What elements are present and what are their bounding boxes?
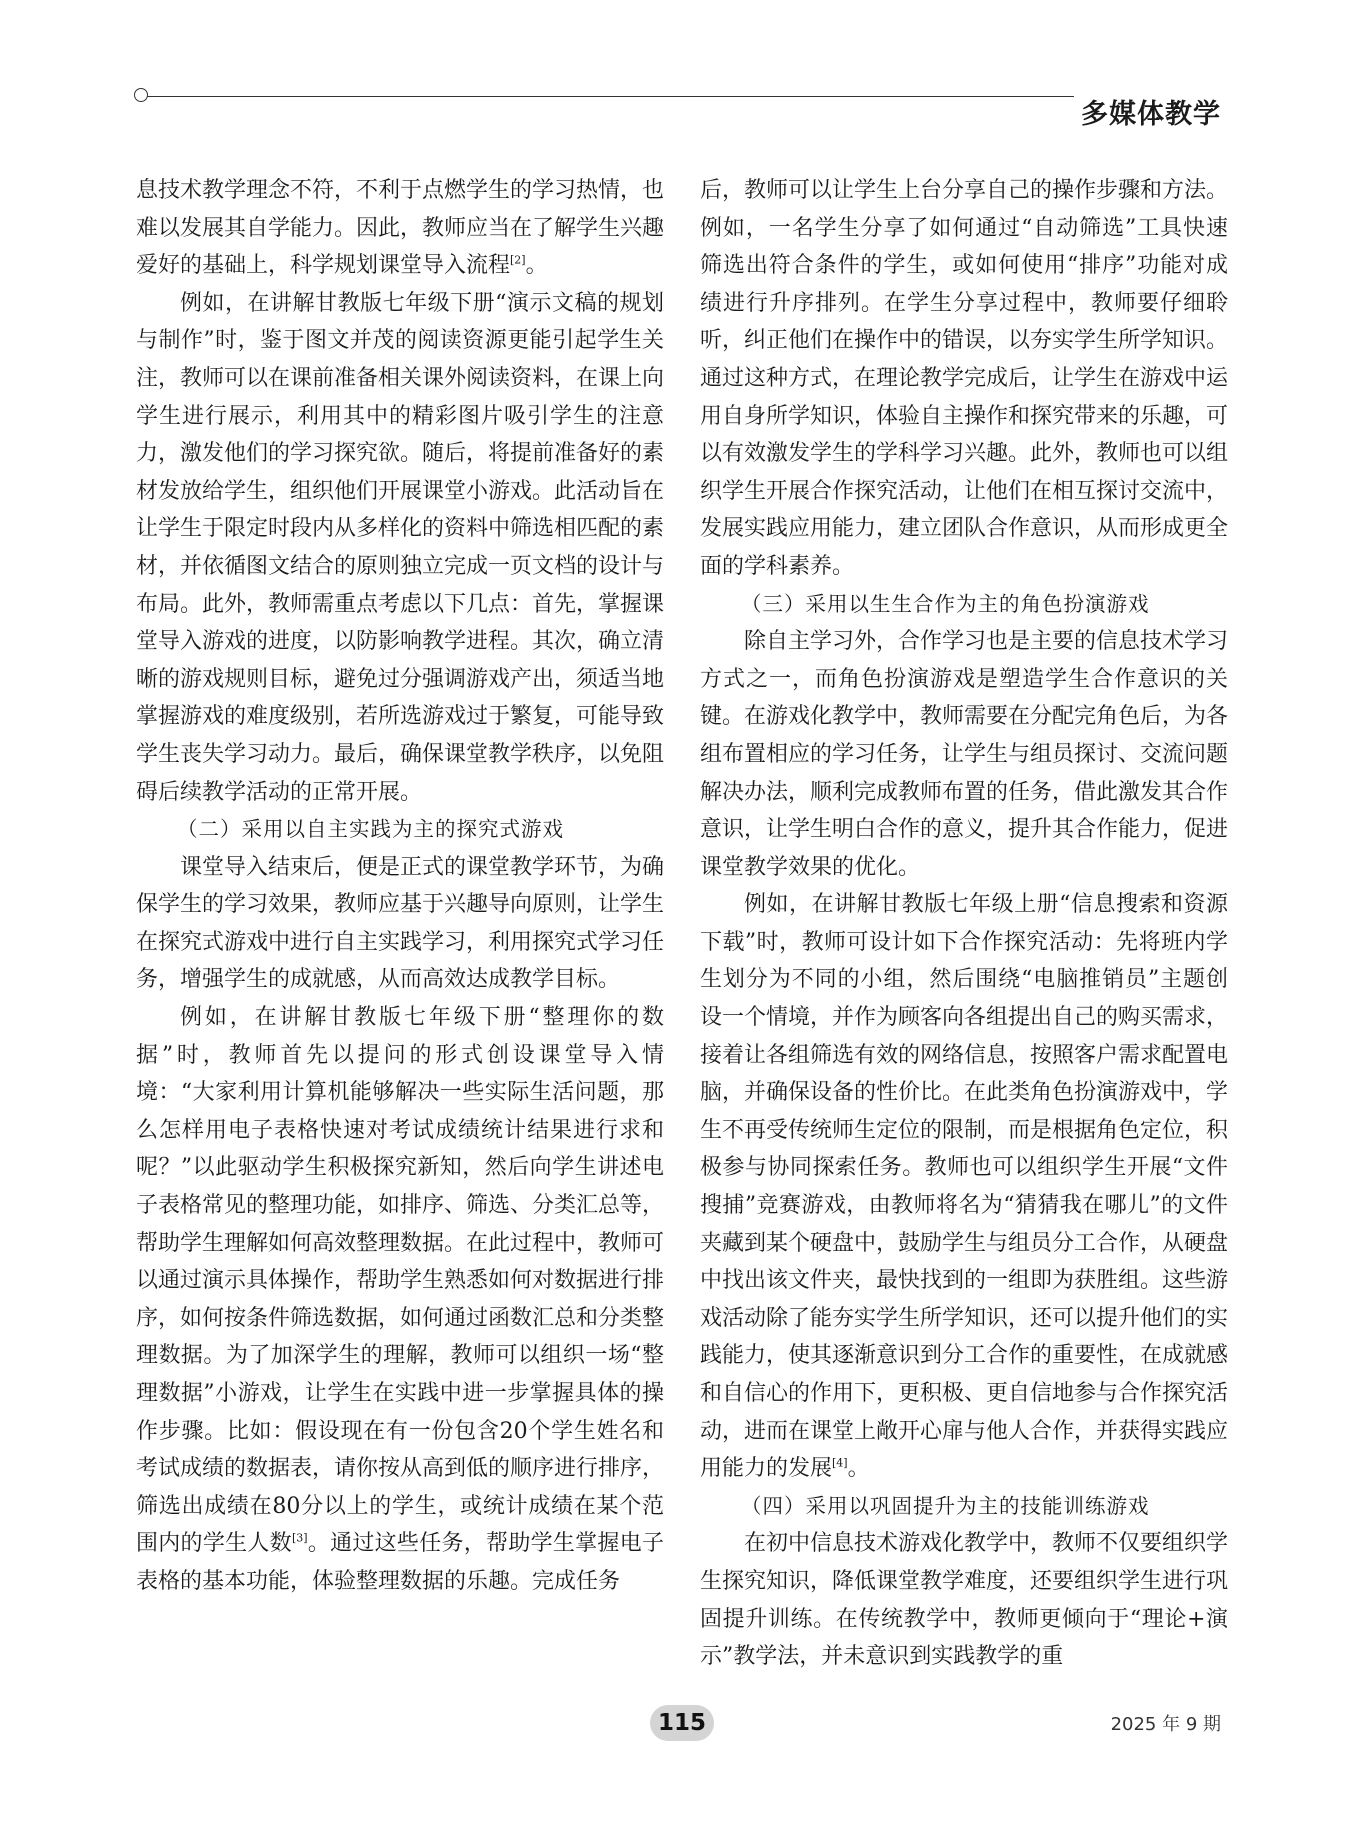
paragraph bbox=[136, 999, 664, 1601]
paragraph bbox=[136, 285, 664, 811]
paragraph bbox=[700, 1525, 1228, 1675]
paragraph bbox=[700, 623, 1228, 886]
paragraph-text: 例如，在讲解甘教版七年级下册“整理你的数据”时，教师首先以提问的形式创设课堂导入情境：“大家利用计算机能够解决一些实际生活问题，那么怎样用电子表格快速对考试成绩统计结果进行求和呢？”以此驱动学生积极探究新知，然后向学生讲述电子表格常见的整理功能，如排序、筛选、分类汇总等，帮助学生理解如何高效整理数据。在此过程中，教师可以通过演示具体操作，帮助学生熟悉如何对数据进行排序，如何按条件筛选数据，如何通过函数汇总和分类整理数据。为了加深学生的理解，教师可以组织一场“整理数据”小游戏，让学生在实践中进一步掌握具体的操作步骤。比如：假设现在有一份包含20个学生姓名和考试成绩的数据表，请你按从高到低的顺序进行排序，筛选出成绩在80分以上的学生，或统计成绩在某个范围内的学生人数 bbox=[136, 1005, 665, 1557]
paragraph bbox=[136, 849, 664, 999]
subsection-heading: （四）采用以巩固提升为主的技能训练游戏 bbox=[741, 1493, 1150, 1518]
left-text-column bbox=[136, 172, 664, 1601]
citation-ref: [2] bbox=[510, 253, 526, 267]
paragraph bbox=[700, 886, 1228, 1488]
paragraph-text: 例如，在讲解甘教版七年级下册“演示文稿的规划与制作”时，鉴于图文并茂的阅读资源更能引起学生关注，教师可以在课前准备相关课外阅读资料，在课上向学生进行展示，利用其中的精彩图片吸引学生的注意力，激发他们的学习探究欲。随后，将提前准备好的素材发放给学生，组织他们开展课堂小游戏。此活动旨在让学生于限定时段内从多样化的资料中筛选相匹配的素材，并依循图文结合的原则独立完成一页文档的设计与布局。此外，教师需重点考虑以下几点：首先，掌握课堂导入游戏的进度，以防影响教学进程。其次，确立清晰的游戏规则目标，避免过分强调游戏产出，须适当地掌握游戏的难度级别，若所选游戏过于繁复，可能导致学生丧失学习动力。最后，确保课堂教学秩序，以免阻碍后续教学活动的正常开展。 bbox=[136, 290, 665, 805]
paragraph bbox=[700, 172, 1228, 586]
paragraph-text-tail: 。 bbox=[847, 1456, 870, 1482]
subsection-heading: （二）采用以自主实践为主的探究式游戏 bbox=[177, 817, 564, 842]
paragraph-text: 课堂导入结束后，便是正式的课堂教学环节，为确保学生的学习效果，教师应基于兴趣导向原则，让学生在探究式游戏中进行自主实践学习，利用探究式学习任务，增强学生的成就感，从而高效达成教学目标。 bbox=[136, 854, 665, 993]
paragraph-text: 例如，在讲解甘教版七年级上册“信息搜索和资源下载”时，教师可设计如下合作探究活动：先将班内学生划分为不同的小组，然后围绕“电脑推销员”主题创设一个情境，并作为顾客向各组提出自己的购买需求，接着让各组筛选有效的网络信息，按照客户需求配置电脑，并确保设备的性价比。在此类角色扮演游戏中，学生不再受传统师生定位的限制，而是根据角色定位，积极参与协同探索任务。教师也可以组织学生开展“文件搜捕”竞赛游戏，由教师将名为“猜猜我在哪儿”的文件夹藏到某个硬盘中，鼓励学生与组员分工合作，从硬盘中找出该文件夹，最快找到的一组即为获胜组。这些游戏活动除了能夯实学生所学知识，还可以提升他们的实践能力，使其逐渐意识到分工合作的重要性，在成就感和自信心的作用下，更积极、更自信地参与合作探究活动，进而在课堂上敞开心扉与他人合作，并获得实践应用能力的发展 bbox=[700, 892, 1229, 1482]
section-title: 多媒体教学 bbox=[1081, 99, 1221, 130]
page-number-badge: 115 bbox=[650, 1705, 714, 1741]
paragraph-text: 除自主学习外，合作学习也是主要的信息技术学习方式之一，而角色扮演游戏是塑造学生合作意识的关键。在游戏化教学中，教师需要在分配完角色后，为各组布置相应的学习任务，让学生与组员探讨、交流问题解决办法，顺利完成教师布置的任务，借此激发其合作意识，让学生明白合作的意义，提升其合作能力，促进课堂教学效果的优化。 bbox=[700, 629, 1229, 880]
citation-ref: [3] bbox=[291, 1532, 308, 1546]
header-circle-ornament bbox=[134, 88, 148, 102]
citation-ref: [4] bbox=[832, 1456, 848, 1470]
issue-label: 2025 年 9 期 bbox=[1110, 1714, 1221, 1735]
right-text-column bbox=[700, 172, 1228, 1676]
paragraph-text-tail: 。 bbox=[525, 253, 548, 279]
paragraph-text: 后，教师可以让学生上台分享自己的操作步骤和方法。例如，一名学生分享了如何通过“自动筛选”工具快速筛选出符合条件的学生，或如何使用“排序”功能对成绩进行升序排列。在学生分享过程中，教师要仔细聆听，纠正他们在操作中的错误，以夯实学生所学知识。通过这种方式，在理论教学完成后，让学生在游戏中运用自身所学知识，体验自主操作和探究带来的乐趣，可以有效激发学生的学科学习兴趣。此外，教师也可以组织学生开展合作探究活动，让他们在相互探讨交流中，发展实践应用能力，建立团队合作意识，从而形成更全面的学科素养。 bbox=[700, 178, 1229, 579]
paragraph-text-tail: 。通过这些任务，帮助学生掌握电子表格的基本功能，体验整理数据的乐趣。完成任务 bbox=[136, 1531, 664, 1594]
subsection-heading: （三）采用以生生合作为主的角色扮演游戏 bbox=[741, 591, 1150, 616]
paragraph-text: 在初中信息技术游戏化教学中，教师不仅要组织学生探究知识，降低课堂教学难度，还要组织学生进行巩固提升训练。在传统教学中，教师更倾向于“理论+演示”教学法，并未意识到实践教学的重 bbox=[700, 1531, 1229, 1670]
paragraph-text: 息技术教学理念不符，不利于点燃学生的学习热情，也难以发展其自学能力。因此，教师应当在了解学生兴趣爱好的基础上，科学规划课堂导入流程 bbox=[136, 178, 665, 279]
paragraph bbox=[136, 172, 664, 285]
header-rule bbox=[144, 96, 1074, 97]
